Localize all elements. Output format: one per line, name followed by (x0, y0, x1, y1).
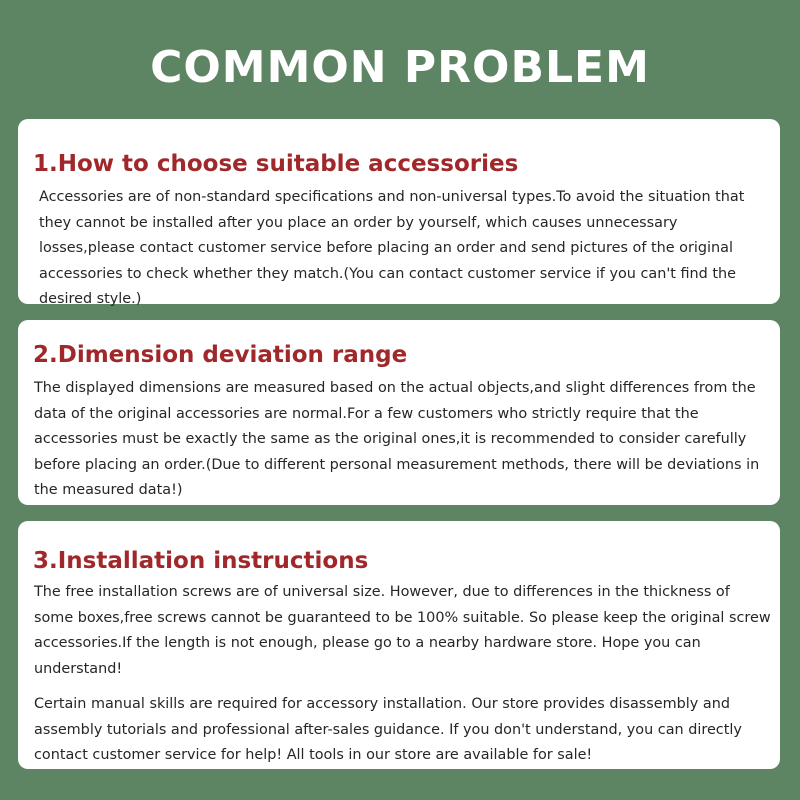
section-title: 2.Dimension deviation range (33, 342, 408, 368)
section-title: 1.How to choose suitable accessories (33, 151, 519, 177)
section-paragraph: The displayed dimensions are measured based on the actual objects,and slight differences from the data of the original accessories are normal.For a few customers who strictly require that the accessories must be exactly the same as the original ones,it is recommended to consider carefully before placing an order.(Due to different personal measurement methods, there will be deviations in the measured data!) (34, 380, 760, 498)
section-paragraph: The free installation screws are of universal size. However, due to differences in the thickness of some boxes,free screws cannot be guaranteed to be 100% suitable. So please keep the original screw accessories.If the length is not enough, please go to a nearby hardware store. Hope you can understand! (34, 584, 771, 677)
page-title: COMMON PROBLEM (150, 42, 650, 93)
faq-card-accessories (18, 119, 780, 307)
section-title: 3.Installation instructions (33, 548, 369, 574)
section-paragraph: Certain manual skills are required for accessory installation. Our store provides disassembly and assembly tutorials and professional after-sales guidance. If you don't understand, you can directly contact customer service for help! All tools in our store are available for sale! (34, 696, 742, 763)
section-body (34, 580, 772, 769)
section-body (34, 376, 772, 504)
section-body (39, 185, 772, 313)
faq-card-dimensions (18, 320, 780, 505)
faq-card-installation (18, 521, 780, 769)
section-paragraph: Accessories are of non-standard specifications and non-universal types.To avoid the situation that they cannot be installed after you place an order by yourself, which causes unnecessary losses,please contact customer service before placing an order and send pictures of the original accessories to check whether they match.(You can contact customer service if you can't find the desired style.) (39, 189, 745, 307)
